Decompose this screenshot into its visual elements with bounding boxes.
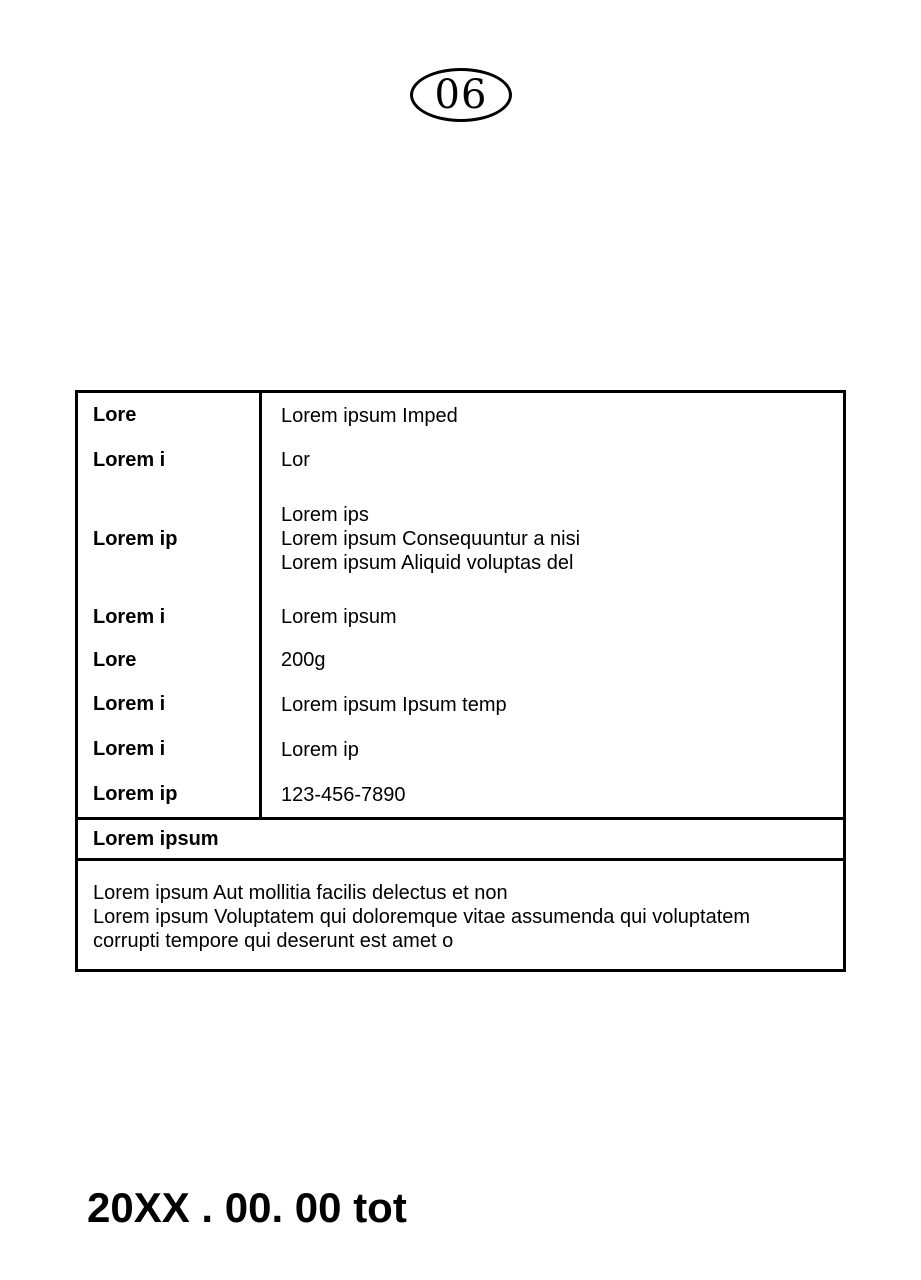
spec-value bbox=[265, 605, 843, 629]
spec-value-line: Lorem ipsum Consequuntur a nisi bbox=[281, 528, 581, 550]
spec-value bbox=[265, 648, 843, 672]
notes-body bbox=[78, 861, 843, 969]
spec-label: Lorem i bbox=[93, 693, 166, 715]
spec-label: Lorem i bbox=[93, 605, 166, 628]
spec-row bbox=[78, 682, 843, 727]
spec-row bbox=[78, 772, 843, 817]
spec-value bbox=[265, 404, 843, 428]
spec-rows bbox=[78, 393, 843, 817]
spec-value-line: Lorem ips bbox=[281, 504, 369, 526]
notes-line: Lorem ipsum Aut mollitia facilis delectus et non bbox=[93, 882, 508, 904]
spec-value bbox=[265, 448, 843, 472]
spec-row bbox=[78, 438, 843, 482]
spec-table bbox=[75, 390, 846, 972]
spec-label: Lorem i bbox=[93, 738, 166, 760]
page-number-badge bbox=[410, 68, 512, 122]
spec-label: Lorem i bbox=[93, 448, 166, 471]
spec-value bbox=[265, 783, 843, 807]
spec-row bbox=[78, 727, 843, 772]
spec-value-line: 123-456-7890 bbox=[281, 783, 406, 806]
spec-label: Lore bbox=[93, 648, 137, 671]
spec-value bbox=[265, 693, 843, 717]
spec-value-line: Lorem ipsum Ipsum temp bbox=[281, 693, 507, 716]
spec-label: Lorem ip bbox=[93, 783, 178, 805]
spec-value bbox=[265, 738, 843, 762]
footer-date: 20XX . 00. 00 tot bbox=[87, 1184, 407, 1231]
spec-row bbox=[78, 596, 843, 638]
spec-value-line: 200g bbox=[281, 649, 326, 671]
spec-row bbox=[78, 393, 843, 438]
spec-value bbox=[265, 503, 843, 575]
spec-value-line: Lorem ipsum Imped bbox=[281, 404, 458, 427]
notes-line: Lorem ipsum Voluptatem qui doloremque vitae assumenda qui voluptatem bbox=[93, 906, 751, 928]
spec-label: Lorem ip bbox=[93, 527, 178, 550]
spec-row bbox=[78, 638, 843, 682]
page-number: 06 bbox=[434, 72, 488, 118]
notes-heading: Lorem ipsum bbox=[78, 817, 843, 861]
spec-value-line: Lorem ip bbox=[281, 738, 359, 761]
spec-value-line: Lorem ipsum bbox=[281, 606, 397, 628]
spec-value-line: Lor bbox=[281, 449, 310, 471]
notes-line: corrupti tempore qui deserunt est amet o bbox=[93, 930, 454, 952]
spec-value-line: Lorem ipsum Aliquid voluptas del bbox=[281, 552, 574, 574]
spec-label: Lore bbox=[93, 404, 137, 426]
spec-row bbox=[78, 482, 843, 596]
